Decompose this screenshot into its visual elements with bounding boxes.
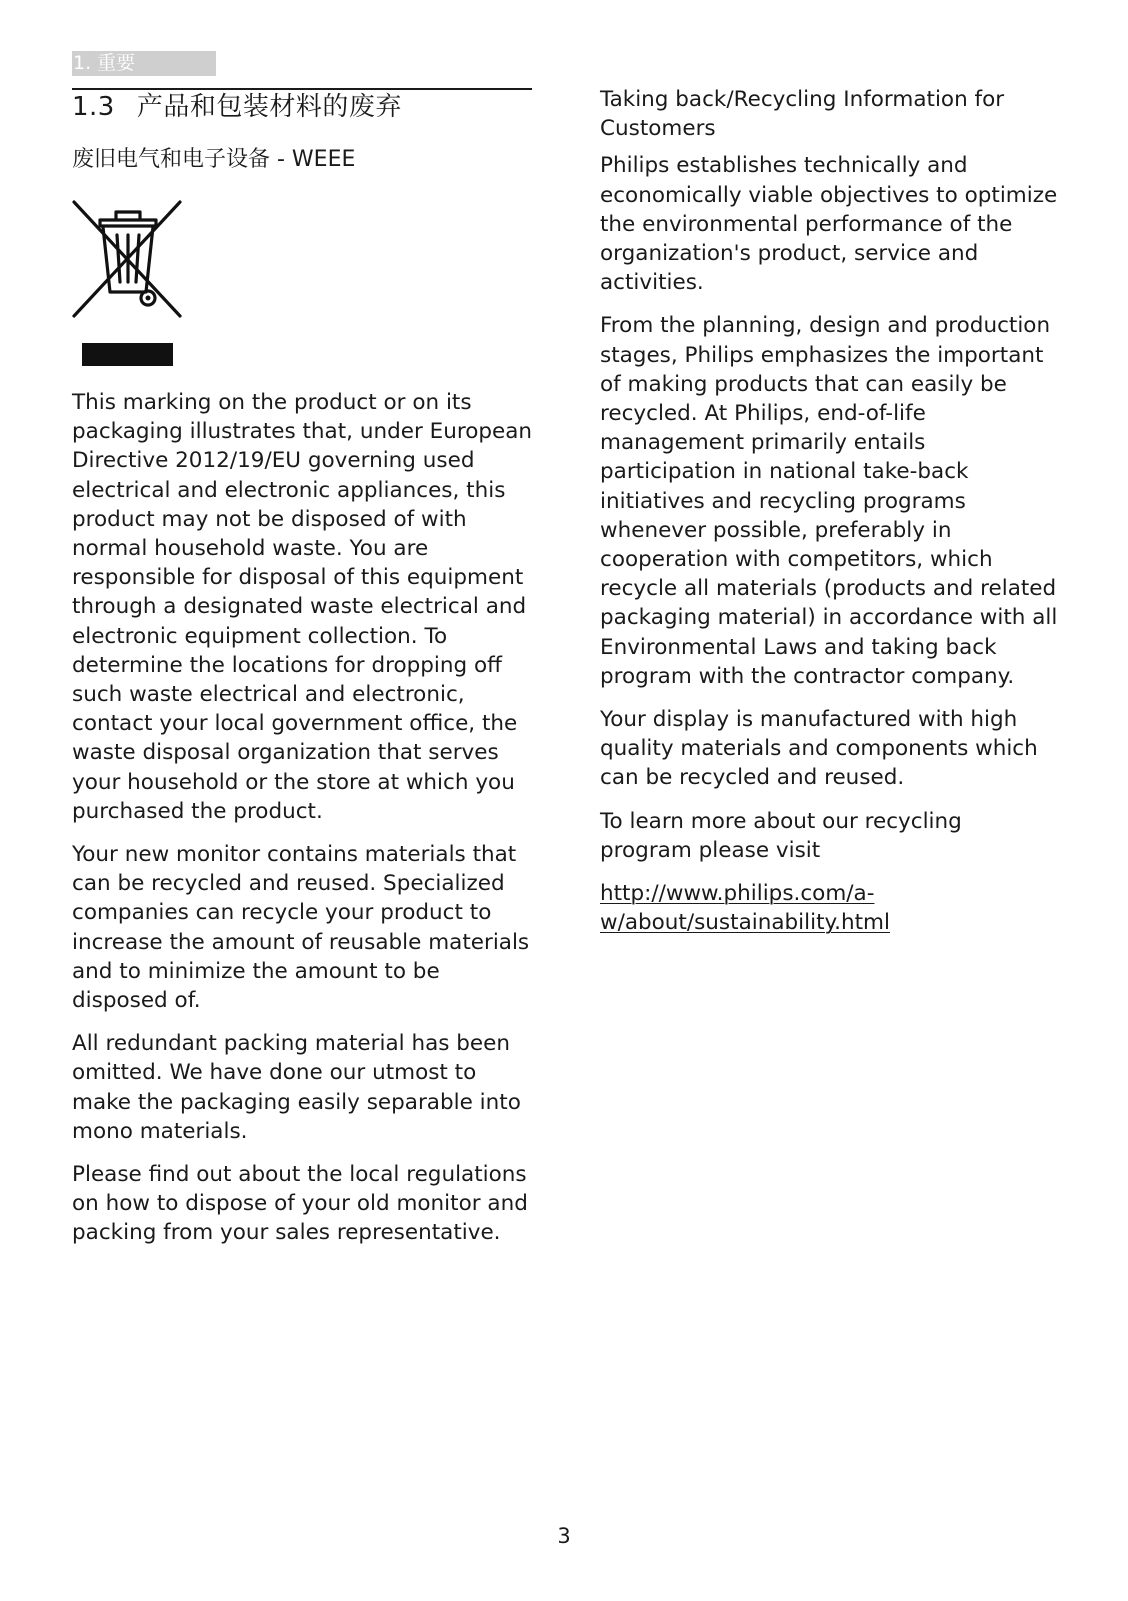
recycling-link[interactable]: http://www.philips.com/a-w/about/sustainability.html xyxy=(600,881,890,936)
paragraph: Your display is manufactured with high quality materials and components which can be recycled and reused. xyxy=(600,707,1038,791)
paragraph: Please find out about the local regulations on how to dispose of your old monitor and packing from your sales representative. xyxy=(72,1162,528,1246)
chapter-tab: 1. 重要 xyxy=(72,51,216,76)
section-number: 1.3 xyxy=(72,92,115,122)
paragraph: All redundant packing material has been omitted. We have done our utmost to make the packaging easily separable into mono materials. xyxy=(72,1031,521,1144)
section-heading xyxy=(72,90,402,124)
crossed-out-wheeled-bin-icon xyxy=(70,200,186,320)
paragraph: Philips establishes technically and economically viable objectives to optimize the environmental performance of the organization's product, service and activities. xyxy=(600,153,1058,296)
paragraph: This marking on the product or on its packaging illustrates that, under European Directive 2012/19/EU governing used electrical and electronic appliances, this product may not be disposed of with normal household waste. You are responsible for disposal of this equipment through a designated waste electrical and electronic equipment collection. To determine the locations for dropping off such waste electrical and electronic, contact your local government office, the waste disposal organization that serves your household or the store at which you purchased the product. xyxy=(72,390,533,824)
recycling-info-title: Taking back/Recycling Information for Customers xyxy=(600,87,1005,142)
right-column xyxy=(600,85,1060,951)
page-number: 3 xyxy=(557,1524,571,1548)
paragraph: Your new monitor contains materials that can be recycled and reused. Specialized companies can recycle your product to increase the amount of reusable materials and to minimize the amount to be disposed of. xyxy=(72,842,530,1014)
weee-bar xyxy=(82,343,173,366)
left-column xyxy=(72,388,537,1262)
section-title: 产品和包装材料的废弃 xyxy=(136,92,402,122)
link-paragraph xyxy=(600,879,1060,937)
weee-subheading: 废旧电气和电子设备 - WEEE xyxy=(72,147,356,172)
paragraph: To learn more about our recycling program please visit xyxy=(600,808,962,863)
paragraph: From the planning, design and production stages, Philips emphasizes the important of making products that can easily be recycled. At Philips, end-of-life management primarily entails participation in national take-back initiatives and recycling programs whenever possible, preferably in cooperation with competitors, which recycle all materials (products and related packaging material) in accordance with all Environmental Laws and taking back program with the contractor company. xyxy=(600,313,1058,689)
